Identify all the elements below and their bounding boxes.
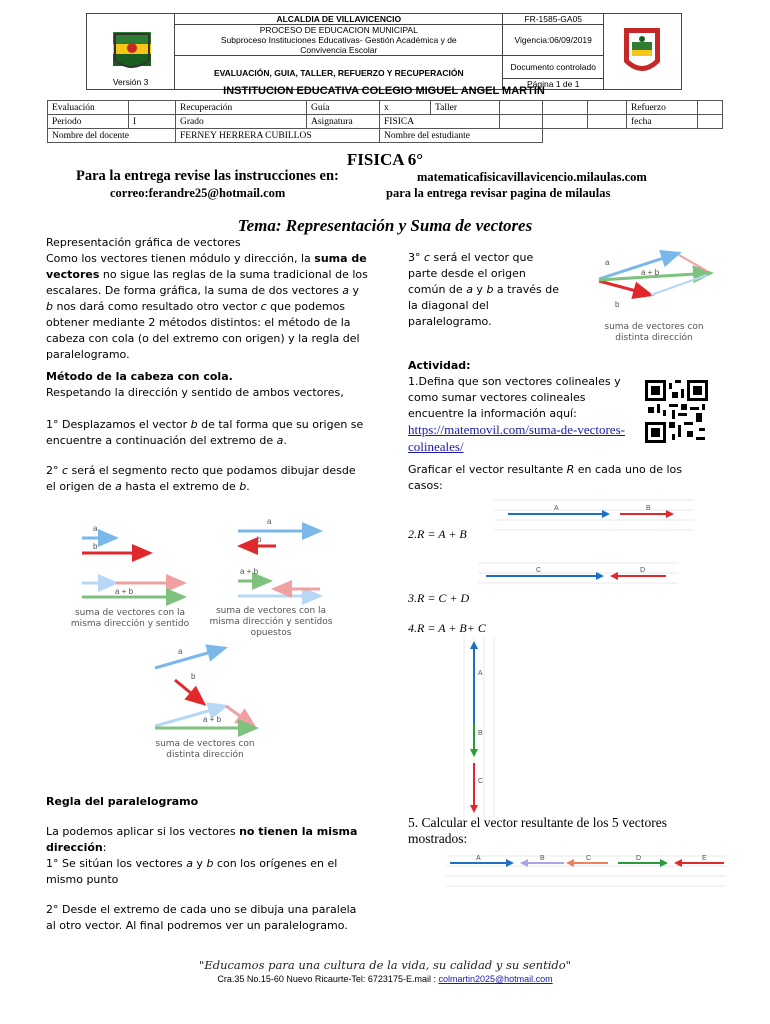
svg-text:a: a bbox=[178, 647, 183, 656]
refuerzo-cell: Refuerzo bbox=[627, 101, 698, 115]
svg-text:a + b: a + b bbox=[240, 567, 259, 576]
documento-label: Documento controlado bbox=[503, 56, 604, 79]
svg-text:B: B bbox=[540, 855, 545, 862]
svg-text:B: B bbox=[478, 730, 483, 737]
step-one: 1° Desplazamos el vector b de tal forma que su origen se encuentre a continuación del extremo de a. bbox=[46, 418, 364, 447]
same-direction-figure bbox=[82, 524, 184, 597]
graph-instructions: Graficar el vector resultante R en cada uno de los casos: bbox=[408, 463, 682, 492]
asignatura-cell: Asignatura bbox=[307, 115, 380, 129]
grado-cell: Grado bbox=[176, 115, 307, 129]
caption-parallelogram: suma de vectores con distinta dirección bbox=[604, 322, 704, 343]
estudiante-value[interactable] bbox=[543, 129, 723, 143]
vector-A-label: A bbox=[554, 505, 559, 512]
intro-paragraph bbox=[46, 235, 368, 363]
svg-text:C: C bbox=[478, 778, 484, 785]
footer-address: Cra.35 No.15-60 Nuevo Ricaurte-Tel: 6723175-E.mail : colmartin2025@hotmail.com bbox=[217, 974, 553, 984]
activity-section bbox=[408, 358, 633, 456]
svg-text:E: E bbox=[702, 855, 707, 862]
pagina-label: Página 1 de 1 bbox=[503, 79, 604, 90]
proceso-label: PROCESO DE EDUCACION MUNICIPAL bbox=[259, 25, 418, 35]
vector-B-label: B bbox=[646, 505, 651, 512]
docente-label: Nombre del docente bbox=[48, 129, 176, 143]
code-label: FR-1585-GA05 bbox=[503, 14, 604, 25]
label-a: a bbox=[93, 524, 98, 533]
svg-text:a: a bbox=[267, 517, 272, 526]
delivery-email[interactable]: correo:ferandre25@hotmail.com bbox=[110, 186, 286, 200]
svg-text:b: b bbox=[615, 300, 620, 309]
svg-text:C: C bbox=[586, 855, 592, 862]
grid-case-3[interactable] bbox=[478, 557, 678, 593]
institution-name: INSTITUCION EDUCATIVA COLEGIO MIGUEL ANGEL MARTIN bbox=[223, 85, 545, 97]
svg-text:A: A bbox=[478, 670, 483, 677]
svg-text:A: A bbox=[476, 855, 481, 862]
grid-case-2[interactable] bbox=[494, 494, 694, 532]
caption-same-direction: suma de vectores con la misma dirección y sentido bbox=[70, 608, 190, 629]
equation-3: 3.R = C + D bbox=[408, 591, 470, 605]
delivery-note: para la entrega revisar pagina de milaulas bbox=[386, 186, 611, 200]
method-title: Método de la cabeza con cola. bbox=[46, 370, 233, 383]
activity-title: Actividad: bbox=[408, 359, 471, 372]
method-section bbox=[46, 369, 368, 401]
proceso-cell bbox=[175, 25, 503, 56]
topic-title: Tema: Representación y Suma de vectores bbox=[237, 216, 533, 235]
svg-text:a + b: a + b bbox=[641, 268, 660, 277]
intro-title: Representación gráfica de vectores bbox=[46, 236, 241, 249]
svg-text:b: b bbox=[191, 672, 196, 681]
grid-case-5[interactable] bbox=[446, 850, 726, 890]
colineal-link[interactable]: https://matemovil.com/suma-de-vectores-colineales/ bbox=[408, 422, 625, 454]
question-five: 5. Calcular el vector resultante de los 5 vectores mostrados: bbox=[408, 815, 668, 846]
parallelogram-section: Regla del paralelogramo La podemos aplicar si los vectores no tienen la misma dirección: 1° Se sitúan los vectores a y b con los orígenes en el mismo punto 2° Desde el extremo de cada uno se dibuja una paralela al otro vector. Al final podremos ver un paralelogramo. bbox=[46, 794, 368, 934]
header-table bbox=[86, 13, 682, 90]
caption-different-direction: suma de vectores con distinta dirección bbox=[155, 739, 255, 760]
taller-cell: Taller bbox=[431, 101, 500, 115]
guia-cell: Guía bbox=[307, 101, 380, 115]
parallelogram-step-two: 2° Desde el extremo de cada uno se dibuja una paralela al otro vector. Al final podremos ver un paralelogramo. bbox=[46, 903, 357, 932]
school-logo-cell bbox=[604, 14, 682, 90]
delivery-site[interactable]: matematicafisicavillavicencio.milaulas.com bbox=[417, 170, 647, 184]
periodo-value[interactable]: I bbox=[129, 115, 176, 129]
label-ab: a + b bbox=[115, 587, 134, 596]
opposite-direction-figure bbox=[238, 517, 320, 596]
caption-opposite: suma de vectores con la misma dirección y sentidos opuestos bbox=[209, 606, 333, 638]
evaluacion-line: EVALUACIÓN, GUIA, TALLER, REFUERZO Y RECUPERACIÓN bbox=[175, 56, 503, 90]
different-direction-figure bbox=[155, 647, 256, 728]
guia-mark[interactable]: x bbox=[380, 101, 431, 115]
fecha-cell: fecha bbox=[627, 115, 698, 129]
parallelogram-figure bbox=[595, 245, 725, 320]
evaluacion-value[interactable] bbox=[129, 101, 176, 115]
alcaldia-label: ALCALDIA DE VILLAVICENCIO bbox=[175, 14, 503, 25]
vigencia-label: Vigencia:06/09/2019 bbox=[503, 25, 604, 56]
svg-text:a: a bbox=[605, 258, 610, 267]
svg-text:D: D bbox=[636, 855, 642, 862]
method-subtitle: Respetando la dirección y sentido de ambos vectores, bbox=[46, 386, 344, 399]
logo-cell bbox=[87, 14, 175, 90]
intro-body: Como los vectores tienen módulo y dirección, la suma de vectores no sigue las reglas de la suma tradicional de los escalares. De forma gráfica, la suma de dos vectores a y b nos dará como resultado otro vector c que podemos obtener mediante 2 métodos distintos: el método de la cabeza con cola (o del extremo con origen) y la regla del paralelogramo. bbox=[46, 252, 368, 361]
periodo-cell: Periodo bbox=[48, 115, 129, 129]
school-shield-logo bbox=[622, 24, 662, 82]
page-title: FISICA 6° bbox=[346, 150, 424, 169]
parallelogram-title: Regla del paralelogramo bbox=[46, 795, 199, 808]
evaluacion-cell: Evaluación bbox=[48, 101, 129, 115]
info-table bbox=[47, 100, 723, 143]
version-label: Versión 3 bbox=[112, 77, 149, 87]
subproceso-label: Subproceso Instituciones Educativas- Gestión Académica y de Convivencia Escolar bbox=[220, 35, 457, 55]
docente-value: FERNEY HERRERA CUBILLOS bbox=[176, 129, 380, 143]
svg-text:a + b: a + b bbox=[203, 715, 222, 724]
label-b: b bbox=[93, 542, 98, 551]
vector-D-label: D bbox=[640, 567, 646, 574]
footer-email-link[interactable]: colmartin2025@hotmail.com bbox=[438, 974, 553, 984]
recuperacion-cell: Recuperación bbox=[176, 101, 307, 115]
activity-one: 1.Defina que son vectores colineales y como sumar vectores colineales encuentre la información aquí: bbox=[408, 375, 621, 420]
fecha-value[interactable] bbox=[698, 115, 723, 129]
equation-2: 2.R = A + B bbox=[408, 527, 467, 541]
step-three: 3° c será el vector que parte desde el origen común de a y b a través de la diagonal del paralelogramo. bbox=[408, 251, 560, 328]
delivery-instructions: Para la entrega revise las instrucciones en: bbox=[76, 168, 339, 184]
asignatura-value[interactable]: FISICA bbox=[380, 115, 500, 129]
step-two: 2° c será el segmento recto que podamos dibujar desde el origen de a hasta el extremo de b. bbox=[46, 464, 356, 493]
svg-text:b: b bbox=[257, 535, 262, 544]
estudiante-label: Nombre del estudiante bbox=[380, 129, 543, 143]
municipal-shield-logo bbox=[111, 30, 153, 72]
taller-value[interactable] bbox=[500, 101, 543, 115]
grid-case-4[interactable] bbox=[458, 637, 498, 817]
equation-4: 4.R = A + B+ C bbox=[408, 621, 486, 635]
footer-motto: "Educamos para una cultura de la vida, su calidad y su sentido" bbox=[199, 958, 571, 972]
vector-C-label: C bbox=[536, 567, 542, 574]
qr-code-image[interactable] bbox=[645, 380, 708, 443]
